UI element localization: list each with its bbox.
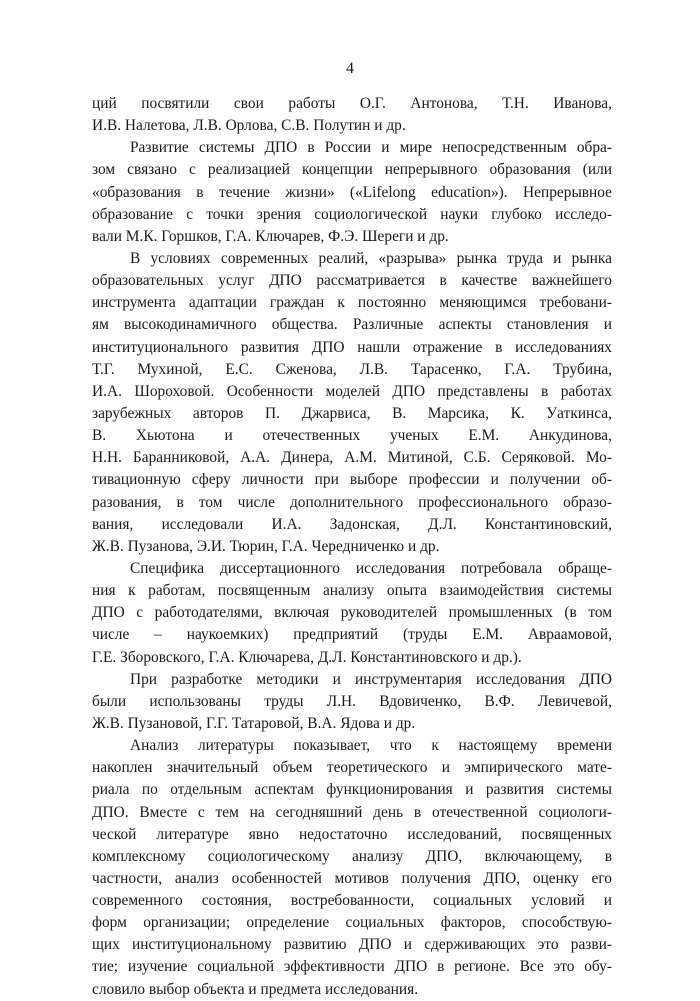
- text-line: Анализ литературы показывает, что к настоящему времени: [130, 737, 612, 755]
- paragraph: [92, 735, 612, 1001]
- text-line: тие; изучение социальной эффективности ДПО в регионе. Все это обу-: [92, 958, 612, 976]
- text-line: тивационную сферу личности при выборе профессии и получении об-: [92, 471, 612, 489]
- paragraph: [92, 558, 612, 669]
- text-line: ям высокодинамичного общества. Различные аспекты становления и: [92, 316, 612, 334]
- text-line: Ж.В. Пузанова, Э.И. Тюрин, Г.А. Чередниченко и др.: [92, 537, 440, 555]
- text-line: вали М.К. Горшков, Г.А. Ключарев, Ф.Э. Шереги и др.: [92, 227, 449, 245]
- text-line: Т.Г. Мухиной, Е.С. Сженова, Л.В. Тарасенко, Г.А. Трубина,: [92, 360, 612, 378]
- text-line: зарубежных авторов П. Джарвиса, В. Марсика, К. Уаткинса,: [92, 404, 612, 422]
- text-line: И.А. Шороховой. Особенности моделей ДПО представлены в работах: [92, 382, 612, 400]
- text-line: риала по отдельным аспектам функционирования и развития системы: [92, 781, 612, 799]
- paragraph: [92, 137, 612, 248]
- paragraph: [92, 669, 612, 735]
- text-line: ций посвятили свои работы О.Г. Антонова, Т.Н. Иванова,: [92, 95, 612, 112]
- text-line: частности, анализ особенностей мотивов получения ДПО, оценку его: [92, 869, 612, 887]
- text-line: современного состояния, востребованности, социальных условий и: [92, 892, 612, 910]
- text-line: словило выбор объекта и предмета исследования.: [92, 980, 419, 998]
- text-line: числе – наукоемких) предприятий (труды Е.М. Авраамовой,: [92, 626, 612, 644]
- text-line: Развитие системы ДПО в России и мире непосредственным обра-: [130, 139, 612, 157]
- text-line: ДПО с работодателями, включая руководителей промышленных (в том: [92, 604, 612, 622]
- text-line: форм организации; определение социальных факторов, способствую-: [92, 914, 612, 932]
- text-line: Специфика диссертационного исследования потребовала обраще-: [130, 559, 612, 577]
- text-line: щих институциональному развитию ДПО и сдерживающих это разви-: [92, 936, 612, 954]
- text-line: ния к работам, посвященным анализу опыта взаимодействия системы: [92, 582, 612, 600]
- text-line: В условиях современных реалий, «разрыва» рынка труда и рынка: [130, 249, 612, 267]
- paragraph: [92, 248, 612, 558]
- text-line: При разработке методики и инструментария исследования ДПО: [130, 670, 612, 688]
- body-text: [92, 93, 612, 1001]
- text-line: Н.Н. Баранниковой, А.А. Динера, А.М. Митиной, С.Б. Серяковой. Мо-: [92, 449, 612, 467]
- paragraph: [92, 93, 612, 137]
- text-line: «образования в течение жизни» («Lifelong education»). Непрерывное: [92, 183, 612, 201]
- text-line: были использованы труды Л.Н. Вдовиченко, В.Ф. Левичевой,: [92, 692, 612, 710]
- text-line: комплексному социологическому анализу ДПО, включающему, в: [92, 847, 612, 865]
- text-line: институционального развития ДПО нашли отражение в исследованиях: [92, 338, 612, 356]
- text-line: инструмента адаптации граждан к постоянно меняющимся требовани-: [92, 294, 612, 312]
- text-line: Ж.В. Пузановой, Г.Г. Татаровой, В.А. Ядова и др.: [92, 714, 416, 732]
- text-line: зом связано с реализацией концепции непрерывного образования (или: [92, 161, 612, 179]
- page-number: 4: [346, 60, 354, 77]
- text-line: ДПО. Вместе с тем на сегодняшний день в отечественной социологи-: [92, 803, 612, 821]
- text-line: образовательных услуг ДПО рассматривается в качестве важнейшего: [92, 272, 612, 290]
- text-line: В. Хьютона и отечественных ученых Е.М. Анкудинова,: [92, 427, 612, 445]
- text-line: накоплен значительный объем теоретического и эмпирического мате-: [92, 759, 612, 777]
- text-line: образование с точки зрения социологической науки глубоко исследо-: [92, 205, 612, 223]
- text-line: И.В. Налетова, Л.В. Орлова, С.В. Полутин и др.: [92, 117, 406, 135]
- text-line: разования, в том числе дополнительного профессионального образо-: [92, 493, 612, 511]
- text-line: ческой литературе явно недостаточно исследований, посвященных: [92, 825, 612, 843]
- text-line: Г.Е. Зборовского, Г.А. Ключарева, Д.Л. Константиновского и др.).: [92, 648, 522, 666]
- text-line: вания, исследовали И.А. Задонская, Д.Л. Константиновский,: [92, 515, 612, 533]
